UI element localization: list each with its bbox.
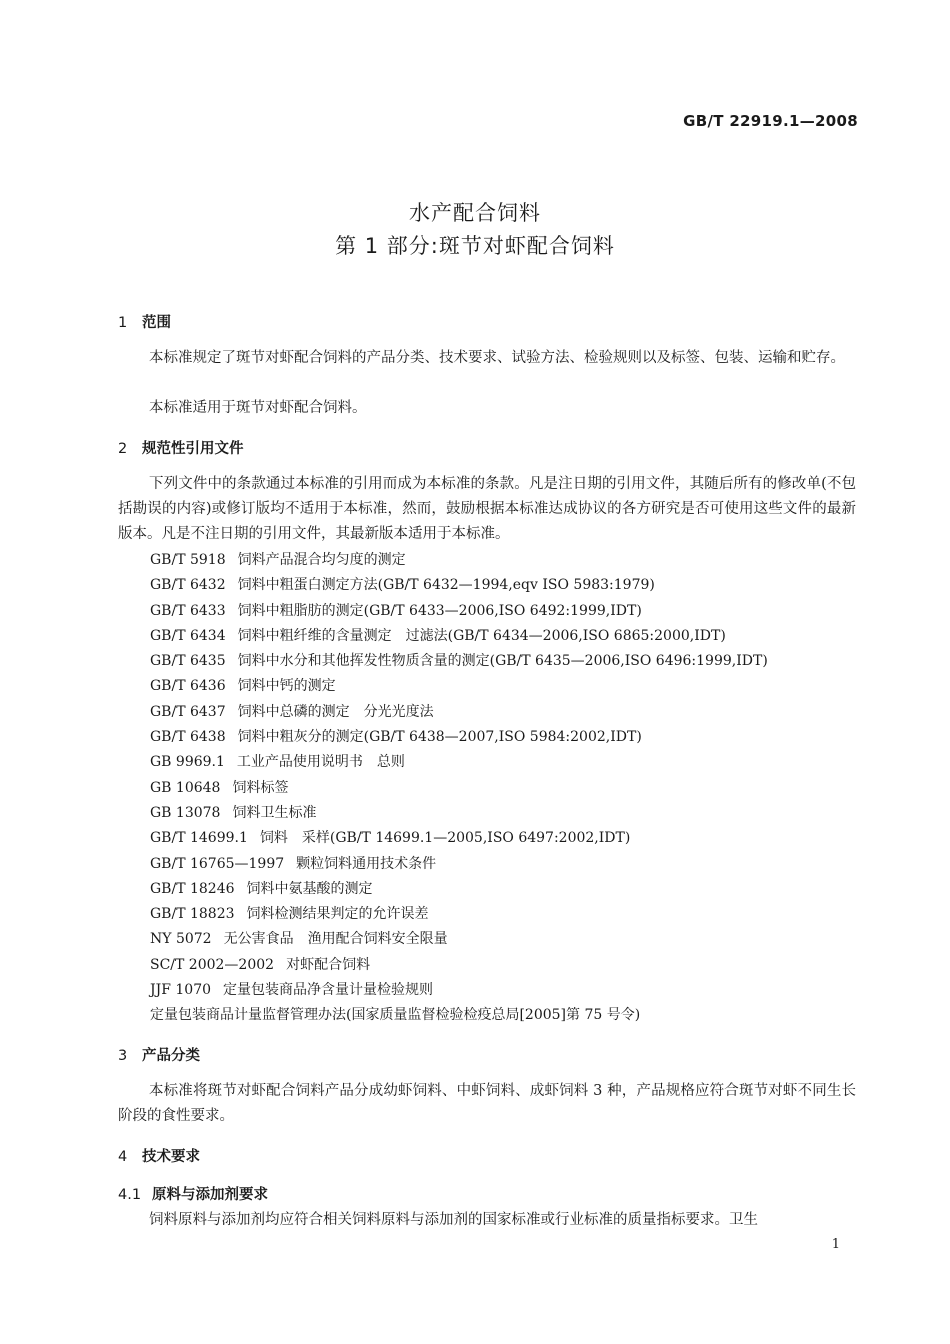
reference-title: 饲料中钙的测定 — [237, 678, 336, 695]
reference-title: 无公害食品 渔用配合饲料安全限量 — [223, 931, 448, 948]
section-heading-4 — [118, 1145, 200, 1166]
reference-item — [150, 599, 870, 624]
reference-title: 饲料中总磷的测定 分光光度法 — [237, 703, 434, 720]
section-title: 产品分类 — [142, 1048, 200, 1064]
document-subtitle: 第 1 部分:斑节对虾配合饲料 — [335, 234, 615, 258]
reference-title: 饲料中粗蛋白测定方法(GB/T 6432—1994,eqv ISO 5983:1979) — [237, 577, 655, 594]
reference-title: 饲料产品混合均匀度的测定 — [237, 552, 406, 568]
section-title: 范围 — [142, 315, 171, 331]
reference-item — [150, 877, 870, 902]
reference-code: GB/T 6433 — [150, 602, 226, 619]
section-3-paragraph-1: 本标准将斑节对虾配合饲料产品分成幼虾饲料、中虾饲料、成虾饲料 3 种，产品规格应符合斑节对虾不同生长阶段的食性要求。 — [118, 1083, 856, 1124]
reference-title: 定量包装商品净含量计量检验规则 — [223, 982, 434, 999]
section-number: 1 — [118, 315, 128, 331]
reference-item — [150, 1003, 870, 1028]
reference-item — [150, 750, 870, 775]
reference-item — [150, 573, 870, 598]
section-heading-3 — [118, 1044, 200, 1065]
normative-references-list — [150, 548, 870, 1029]
reference-title: 饲料中粗灰分的测定(GB/T 6438—2007,ISO 5984:2002,IDT) — [237, 729, 642, 746]
reference-title: 饲料中水分和其他挥发性物质含量的测定(GB/T 6435—2006,ISO 6496:1999,IDT) — [237, 653, 768, 670]
reference-title: 饲料中粗脂肪的测定(GB/T 6433—2006,ISO 6492:1999,IDT) — [237, 602, 642, 619]
reference-item — [150, 852, 870, 877]
reference-title: 对虾配合饲料 — [286, 956, 371, 973]
document-title: 水产配合饲料 — [409, 201, 541, 225]
section-1-paragraph-2: 本标准适用于斑节对虾配合饲料。 — [149, 400, 367, 416]
reference-item — [150, 927, 870, 952]
reference-item — [150, 649, 870, 674]
reference-title: 饲料中粗纤维的含量测定 过滤法(GB/T 6434—2006,ISO 6865:2000,IDT) — [237, 627, 726, 644]
reference-code: GB 13078 — [150, 804, 221, 821]
reference-title: 饲料中氨基酸的测定 — [246, 880, 373, 897]
reference-code: GB/T 6434 — [150, 627, 226, 644]
section-1-paragraph-1: 本标准规定了斑节对虾配合饲料的产品分类、技术要求、试验方法、检验规则以及标签、包装、运输和贮存。 — [149, 350, 845, 366]
reference-item — [150, 978, 870, 1003]
reference-code: GB/T 18823 — [150, 906, 235, 923]
section-number: 2 — [118, 441, 128, 457]
reference-code: GB/T 6438 — [150, 729, 226, 746]
reference-code: GB/T 16765—1997 — [150, 855, 285, 872]
reference-title: 颗粒饲料通用技术条件 — [296, 855, 437, 872]
reference-code: GB/T 14699.1 — [150, 830, 248, 847]
reference-item — [150, 548, 870, 573]
reference-code: JJF 1070 — [150, 982, 212, 999]
subsection-number: 4.1 — [118, 1187, 142, 1203]
reference-title: 饲料检测结果判定的允许误差 — [246, 906, 429, 923]
reference-title: 饲料标签 — [232, 779, 289, 796]
reference-item — [150, 826, 870, 851]
section-heading-1 — [118, 311, 171, 332]
reference-title: 定量包装商品计量监督管理办法(国家质量监督检验检疫总局[2005]第 75 号令) — [150, 1007, 641, 1024]
reference-title: 饲料卫生标准 — [232, 804, 317, 821]
reference-title: 饲料 采样(GB/T 14699.1—2005,ISO 6497:2002,IDT) — [259, 830, 631, 847]
reference-code: GB/T 6436 — [150, 678, 226, 695]
subsection-heading-4-1 — [118, 1183, 268, 1204]
section-number: 3 — [118, 1048, 128, 1064]
reference-item — [150, 674, 870, 699]
reference-item — [150, 725, 870, 750]
section-number: 4 — [118, 1149, 128, 1165]
reference-item — [150, 776, 870, 801]
reference-item — [150, 700, 870, 725]
reference-item — [150, 801, 870, 826]
reference-code: GB 10648 — [150, 779, 221, 796]
section-2-paragraph-1: 下列文件中的条款通过本标准的引用而成为本标准的条款。凡是注日期的引用文件，其随后所有的修改单(不包括勘误的内容)或修订版均不适用于本标准，然而，鼓励根据本标准达成协议的各方研究是否可使用这些文件的最新版本。凡是不注日期的引用文件，其最新版本适用于本标准。 — [118, 476, 856, 542]
reference-code: GB 9969.1 — [150, 754, 225, 771]
reference-code: SC/T 2002—2002 — [150, 956, 275, 973]
reference-code: GB/T 6437 — [150, 703, 226, 720]
section-4-1-paragraph-1: 饲料原料与添加剂均应符合相关饲料原料与添加剂的国家标准或行业标准的质量指标要求。卫生 — [149, 1212, 758, 1228]
section-heading-2 — [118, 437, 244, 458]
section-title: 规范性引用文件 — [142, 441, 244, 457]
page-number: 1 — [831, 1237, 840, 1252]
subsection-title: 原料与添加剂要求 — [152, 1187, 268, 1203]
reference-code: GB/T 6435 — [150, 653, 226, 670]
reference-code: GB/T 5918 — [150, 552, 226, 568]
reference-item — [150, 902, 870, 927]
reference-code: NY 5072 — [150, 931, 212, 948]
reference-item — [150, 953, 870, 978]
reference-item — [150, 624, 870, 649]
section-title: 技术要求 — [142, 1149, 200, 1165]
reference-code: GB/T 18246 — [150, 880, 235, 897]
standard-number: GB/T 22919.1—2008 — [683, 112, 858, 130]
reference-title: 工业产品使用说明书 总则 — [236, 754, 405, 771]
reference-code: GB/T 6432 — [150, 577, 226, 594]
